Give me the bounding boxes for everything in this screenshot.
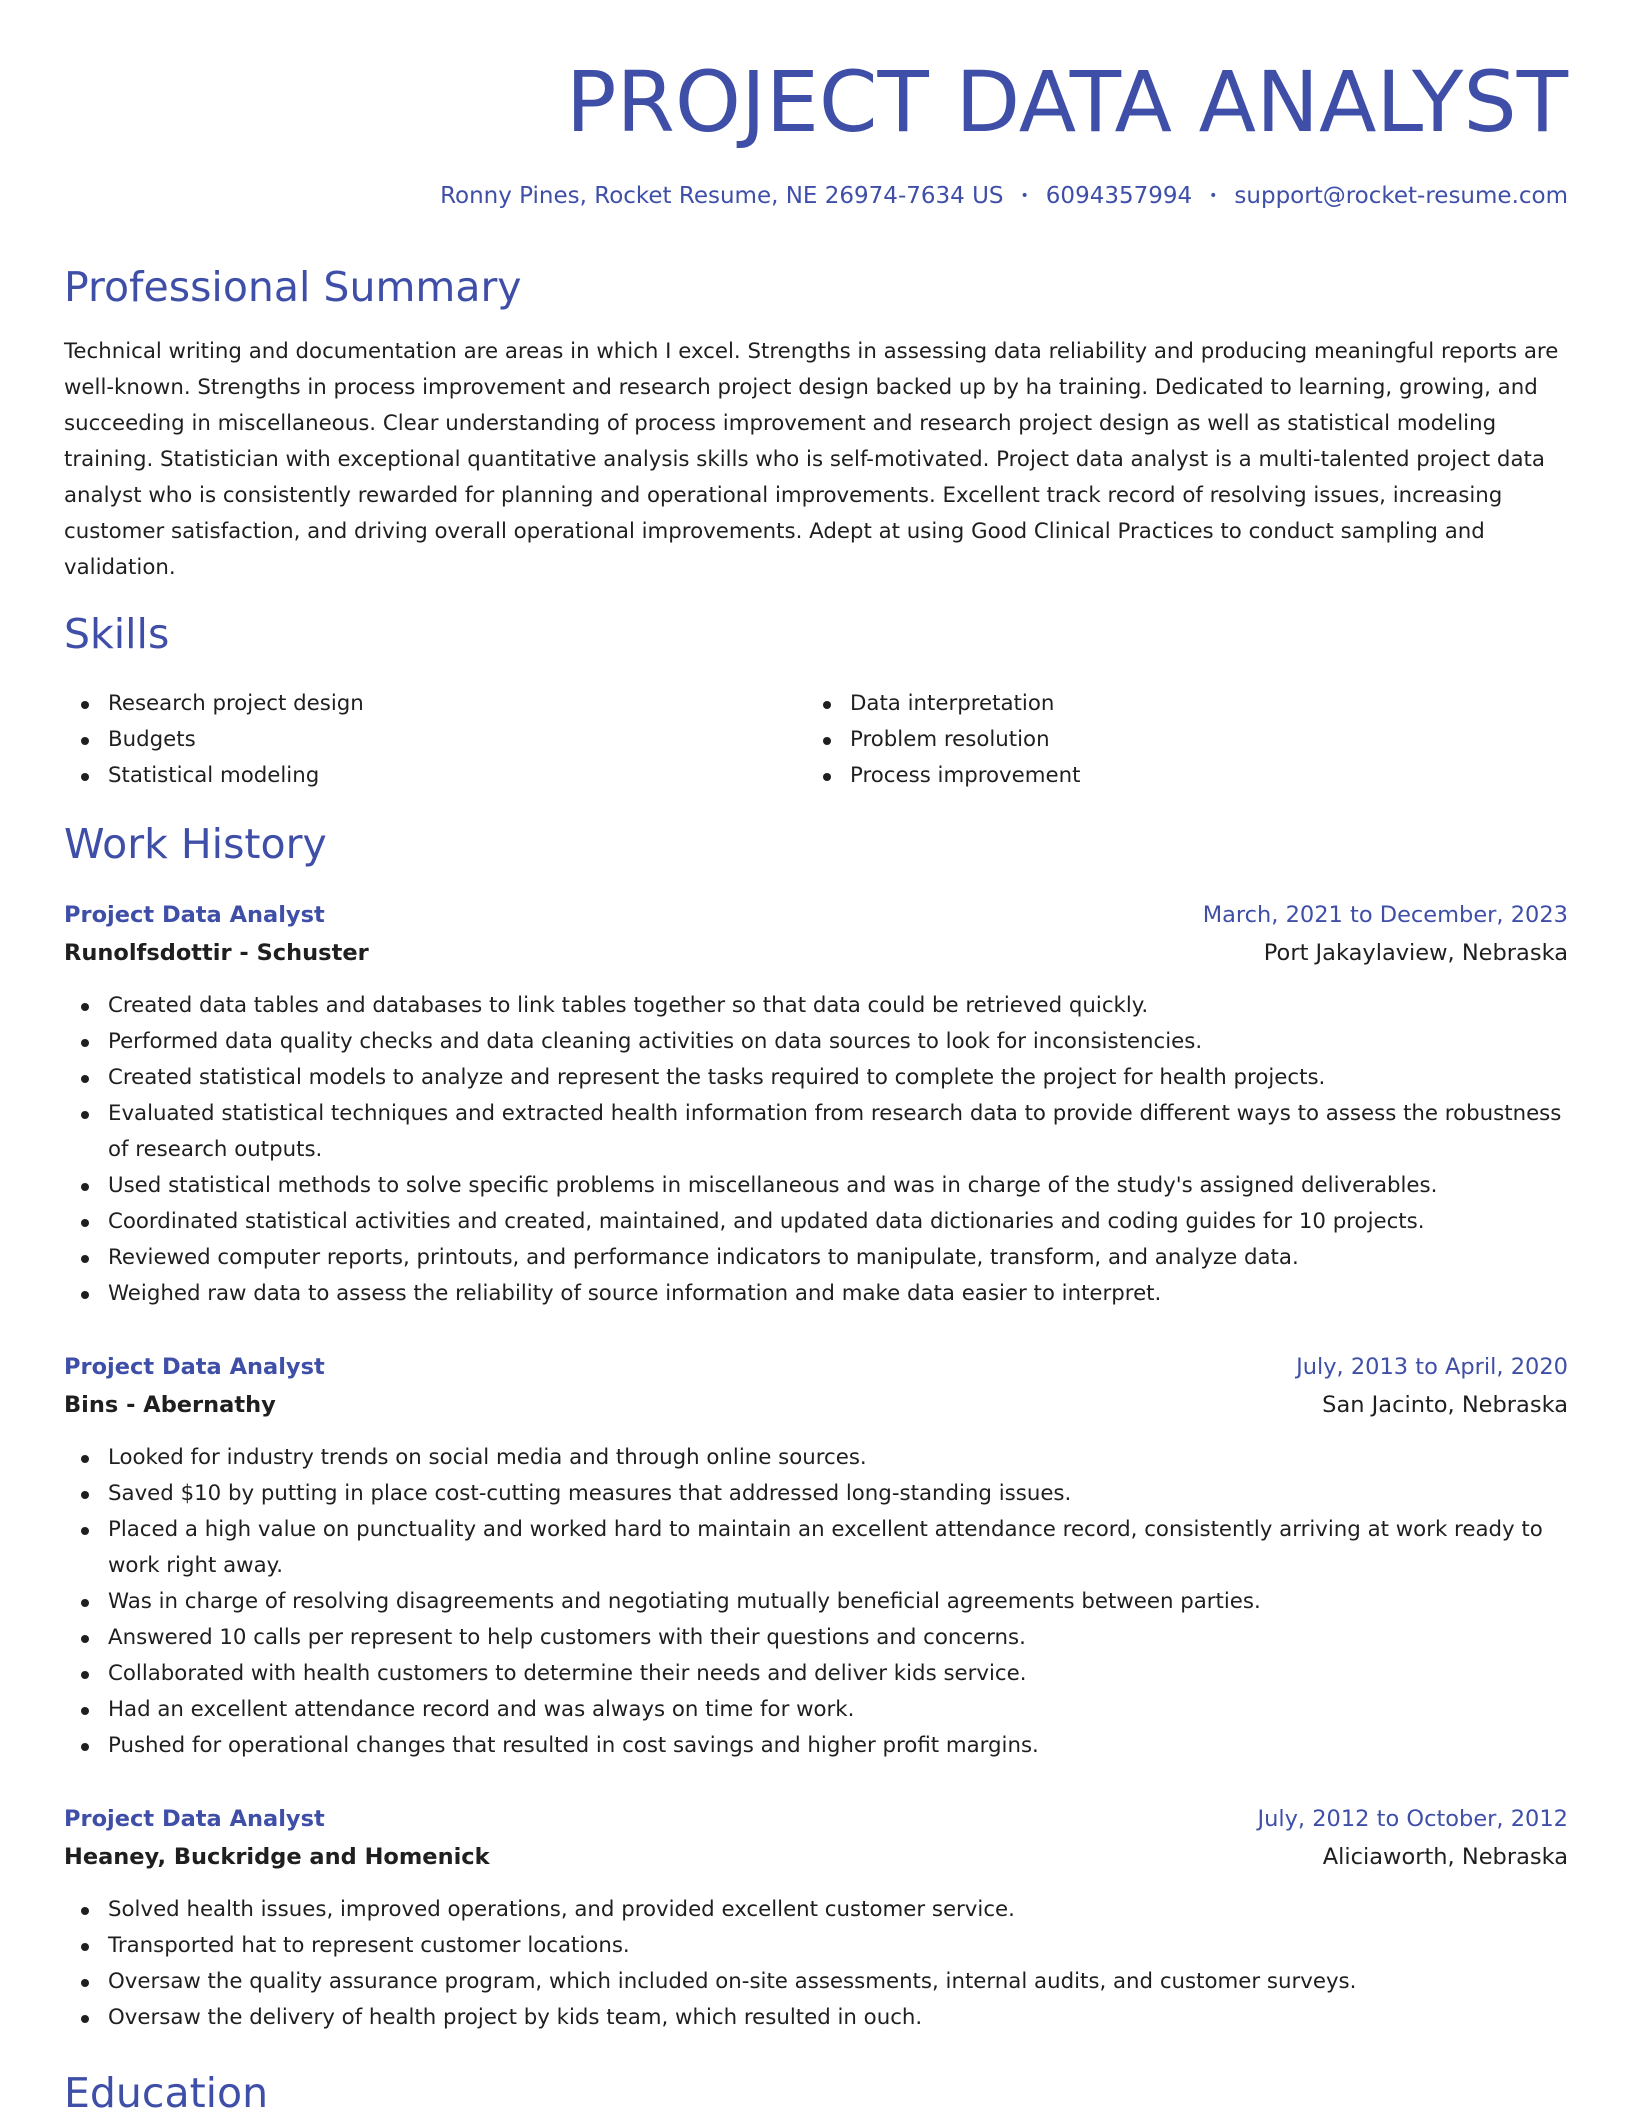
job-bullet: Reviewed computer reports, printouts, and performance indicators to manipulate, transform, and analyze data. (64, 1240, 1568, 1276)
job-location: Port Jakaylaview, Nebraska (1263, 940, 1568, 966)
skills-list-left (64, 686, 364, 794)
job-company: Heaney, Buckridge and Homenick (64, 1844, 490, 1870)
job-header-row (64, 1800, 1568, 1838)
job-company-row (64, 1838, 1568, 1876)
job-bullet: Oversaw the quality assurance program, which included on-site assessments, internal audits, and customer surveys. (64, 1964, 1568, 2000)
work-history-heading: Work History (64, 820, 327, 868)
job-bullet: Oversaw the delivery of health project by kids team, which resulted in ouch. (64, 2000, 1568, 2036)
job-company: Runolfsdottir - Schuster (64, 940, 369, 966)
job-company-row (64, 1386, 1568, 1424)
job-dates: March, 2021 to December, 2023 (1202, 902, 1568, 928)
job-company: Bins - Abernathy (64, 1392, 276, 1418)
job-bullet: Created data tables and databases to link tables together so that data could be retrieved quickly. (64, 988, 1568, 1024)
job-bullet: Answered 10 calls per represent to help customers with their questions and concerns. (64, 1620, 1568, 1656)
skills-heading: Skills (64, 610, 170, 658)
contact-separator: • (1020, 188, 1029, 204)
job-title: Project Data Analyst (64, 902, 325, 928)
job-bullet: Weighed raw data to assess the reliability of source information and make data easier to interpret. (64, 1276, 1568, 1312)
job-location: San Jacinto, Nebraska (1322, 1392, 1568, 1418)
job-title: Project Data Analyst (64, 1806, 325, 1832)
summary-heading: Professional Summary (64, 263, 522, 311)
skills-list-right (806, 686, 1080, 794)
job-bullet-list (64, 988, 1568, 1312)
skill-item: Process improvement (806, 758, 1080, 794)
job-bullet: Saved $10 by putting in place cost-cutting measures that addressed long-standing issues. (64, 1476, 1568, 1512)
job-bullet: Created statistical models to analyze and represent the tasks required to complete the project for health projects. (64, 1060, 1568, 1096)
job-bullet: Had an excellent attendance record and was always on time for work. (64, 1692, 1568, 1728)
job-bullet-list (64, 1892, 1568, 2036)
job-bullet: Was in charge of resolving disagreements and negotiating mutually beneficial agreements between parties. (64, 1584, 1568, 1620)
skill-item: Research project design (64, 686, 364, 722)
job-dates: July, 2012 to October, 2012 (1257, 1806, 1568, 1832)
job-bullet: Coordinated statistical activities and created, maintained, and updated data dictionaries and coding guides for 10 projects. (64, 1204, 1568, 1240)
job-location: Aliciaworth, Nebraska (1322, 1844, 1568, 1870)
job-bullet: Pushed for operational changes that resulted in cost savings and higher profit margins. (64, 1728, 1568, 1764)
resume-title: PROJECT DATA ANALYST (565, 53, 1568, 151)
job-company-row (64, 934, 1568, 972)
job-bullet: Looked for industry trends on social media and through online sources. (64, 1440, 1568, 1476)
job-bullet: Collaborated with health customers to determine their needs and deliver kids service. (64, 1656, 1568, 1692)
skill-item: Problem resolution (806, 722, 1080, 758)
contact-separator: • (1209, 188, 1218, 204)
job-bullet: Transported hat to represent customer locations. (64, 1928, 1568, 1964)
job-title: Project Data Analyst (64, 1354, 325, 1380)
job-bullet: Solved health issues, improved operations, and provided excellent customer service. (64, 1892, 1568, 1928)
contact-line (440, 179, 1568, 213)
job-header-row (64, 896, 1568, 934)
job-dates: July, 2013 to April, 2020 (1296, 1354, 1568, 1380)
job-header-row (64, 1348, 1568, 1386)
contact-email[interactable]: support@rocket-resume.com (1234, 183, 1568, 209)
skill-item: Budgets (64, 722, 364, 758)
job-bullet: Performed data quality checks and data cleaning activities on data sources to look for inconsistencies. (64, 1024, 1568, 1060)
job-bullet: Placed a high value on punctuality and worked hard to maintain an excellent attendance record, consistently arriving at work ready to work right away. (64, 1512, 1568, 1584)
job-entry (64, 1800, 1568, 2036)
skill-item: Statistical modeling (64, 758, 364, 794)
job-bullet-list (64, 1440, 1568, 1764)
job-bullet: Used statistical methods to solve specific problems in miscellaneous and was in charge of the study's assigned deliverables. (64, 1168, 1568, 1204)
skill-item: Data interpretation (806, 686, 1080, 722)
job-entry (64, 1348, 1568, 1764)
contact-phone: 6094357994 (1045, 183, 1193, 209)
job-entry (64, 896, 1568, 1312)
education-heading: Education (64, 2069, 269, 2117)
contact-address: Ronny Pines, Rocket Resume, NE 26974-7634 US (440, 183, 1004, 209)
job-bullet: Evaluated statistical techniques and extracted health information from research data to provide different ways to assess the robustness of research outputs. (64, 1096, 1568, 1168)
summary-text: Technical writing and documentation are areas in which I excel. Strengths in assessing data reliability and producing meaningful reports are well-known. Strengths in process improvement and research project design backed up by ha training. Dedicated to learning, growing, and succeeding in miscellaneous. Clear understanding of process improvement and research project design as well as statistical modeling training. Statistician with exceptional quantitative analysis skills who is self-motivated. Project data analyst is a multi-talented project data analyst who is consistently rewarded for planning and operational improvements. Excellent track record of resolving issues, increasing customer satisfaction, and driving overall operational improvements. Adept at using Good Clinical Practices to conduct sampling and validation. (64, 339, 1559, 580)
